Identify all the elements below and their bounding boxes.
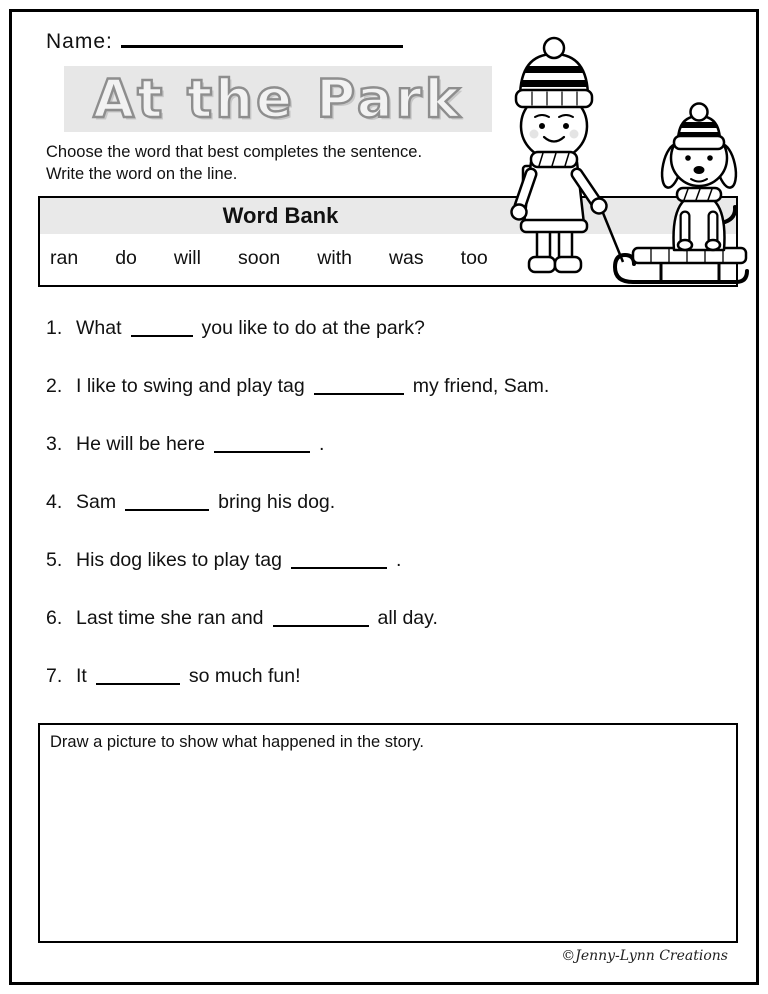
word-bank-word: will (173, 246, 201, 269)
word-bank-word: do (115, 246, 137, 269)
question-number: 5. (46, 548, 63, 571)
question-number: 7. (46, 664, 63, 687)
word-bank-word: too (460, 246, 488, 269)
answer-blank-6[interactable] (273, 611, 369, 627)
word-bank-word: ran (50, 246, 79, 269)
answer-blank-2[interactable] (314, 379, 404, 395)
question-7 (46, 665, 756, 688)
title-band (64, 66, 492, 132)
question-text-after: . (318, 432, 325, 455)
name-input-line[interactable] (121, 28, 403, 48)
answer-blank-1[interactable] (131, 321, 193, 337)
question-text-after: you like to do at the park? (201, 316, 425, 339)
question-3 (46, 433, 756, 456)
question-5 (46, 549, 756, 572)
questions-list (46, 317, 756, 688)
question-text-before: What (76, 316, 122, 339)
question-6 (46, 607, 756, 630)
question-number: 3. (46, 432, 63, 455)
answer-blank-4[interactable] (125, 495, 209, 511)
question-text-before: I like to swing and play tag (76, 374, 305, 397)
word-bank-word: was (388, 246, 424, 269)
question-text-before: It (76, 664, 87, 687)
word-bank-word: with (317, 246, 352, 269)
drawing-prompt: Draw a picture to show what happened in the story. (50, 732, 424, 751)
question-number: 4. (46, 490, 63, 513)
word-bank-title: Word Bank (40, 198, 736, 234)
boy-pulling-sled-with-dog-clipart (476, 24, 754, 296)
worksheet-page (9, 9, 759, 985)
footer-credit: ©Jenny-Lynn Creations (561, 947, 728, 964)
question-text-after: bring his dog. (218, 490, 336, 513)
instructions-line-2: Write the word on the line. (46, 165, 238, 184)
question-4 (46, 491, 756, 514)
page-title: At the Park (93, 68, 463, 130)
question-text-after: so much fun! (188, 664, 301, 687)
name-label: Name: (46, 30, 113, 53)
answer-blank-3[interactable] (214, 437, 310, 453)
question-2 (46, 375, 756, 398)
question-text-before: His dog likes to play tag (76, 548, 282, 571)
question-text-before: Last time she ran and (76, 606, 264, 629)
question-text-after: my friend, Sam. (412, 374, 550, 397)
drawing-box[interactable] (38, 723, 738, 943)
question-text-before: He will be here (76, 432, 205, 455)
question-number: 1. (46, 316, 63, 339)
question-number: 2. (46, 374, 63, 397)
answer-blank-5[interactable] (291, 553, 387, 569)
word-bank-word: soon (237, 246, 281, 269)
instructions-line-1: Choose the word that best completes the sentence. (46, 143, 423, 161)
question-1 (46, 317, 756, 340)
question-text-before: Sam (76, 490, 117, 513)
question-text-after: all day. (377, 606, 438, 629)
question-text-after: . (395, 548, 402, 571)
question-number: 6. (46, 606, 63, 629)
answer-blank-7[interactable] (96, 669, 180, 685)
